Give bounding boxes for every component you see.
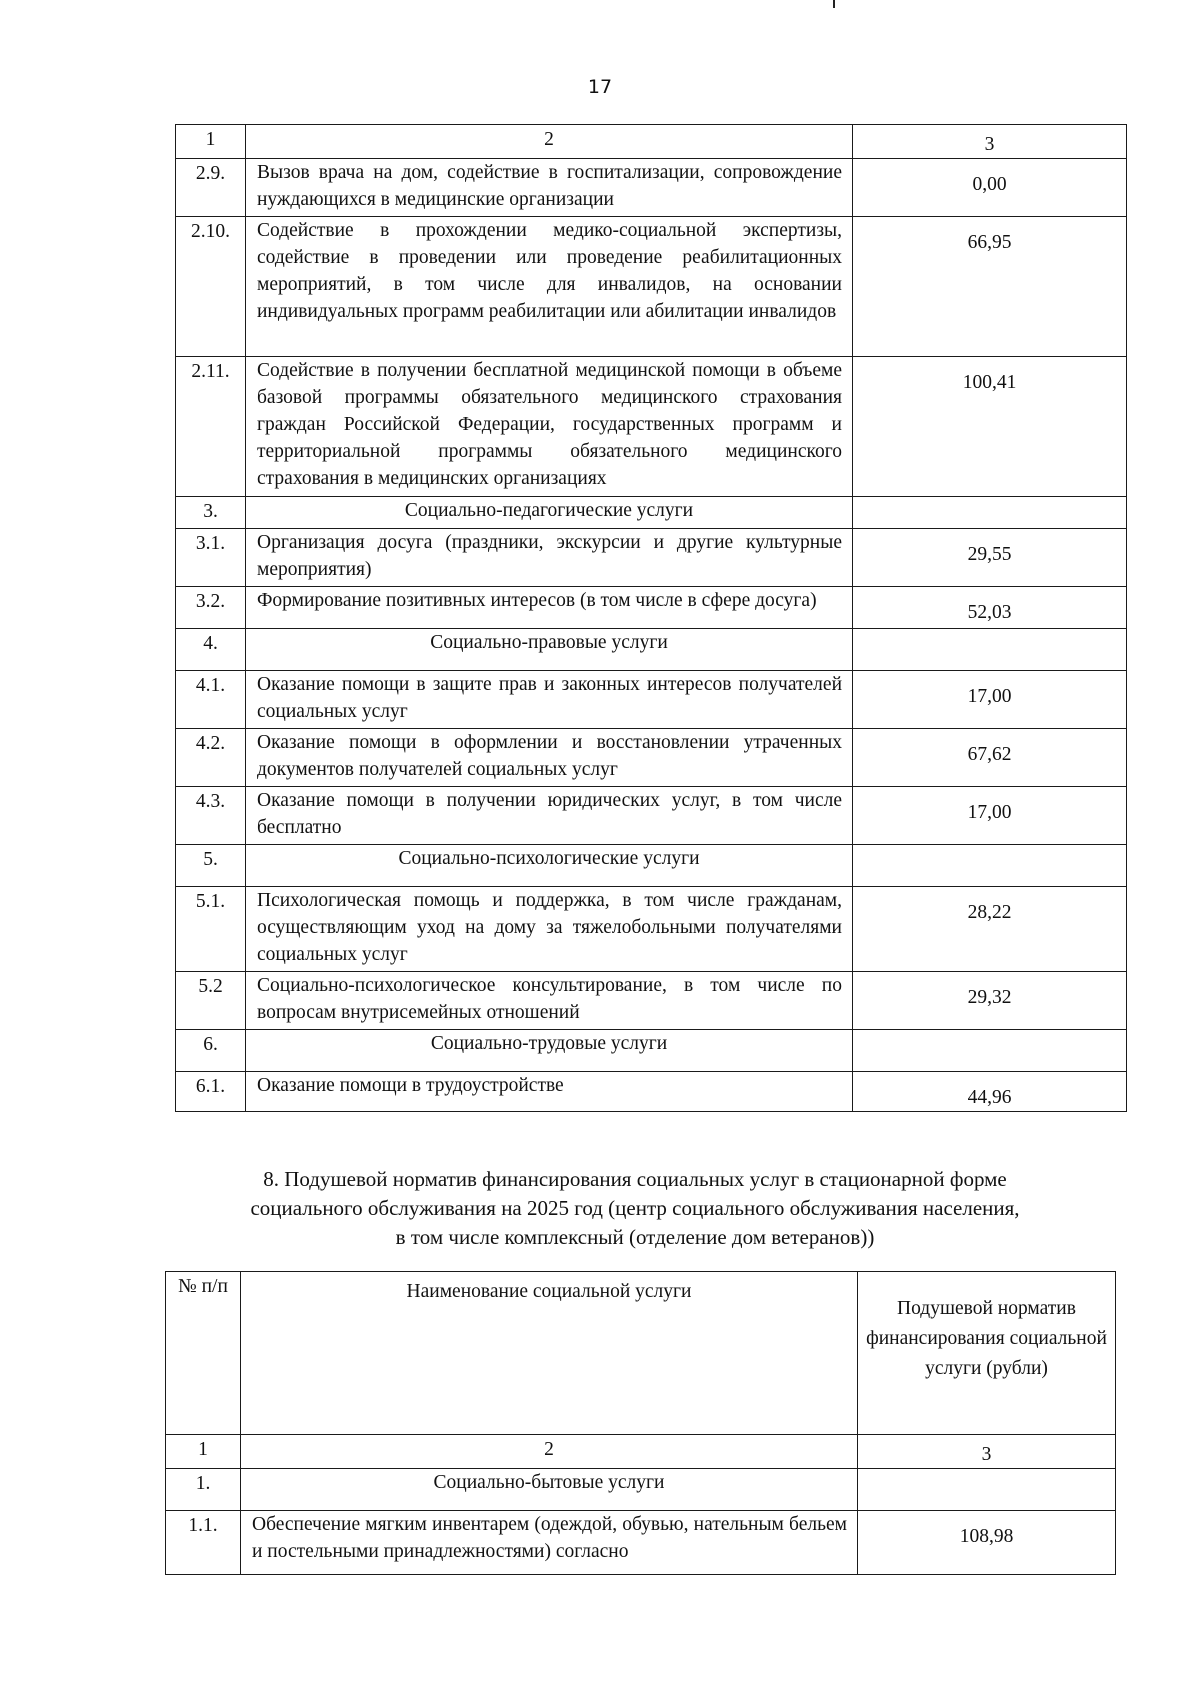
per-capita-value: 108,98 — [858, 1511, 1116, 1575]
section-title: Социально-трудовые услуги — [246, 1030, 853, 1072]
column-number-row — [166, 1435, 1116, 1469]
per-capita-value: 67,62 — [853, 729, 1127, 787]
row-number: 4.1. — [176, 671, 246, 729]
table-row — [176, 787, 1127, 845]
row-number: 4.3. — [176, 787, 246, 845]
row-number: 1.1. — [166, 1511, 241, 1575]
service-name: Оказание помощи в оформлении и восстановлении утраченных документов получателей социальных услуг — [246, 729, 853, 787]
table-row — [176, 159, 1127, 217]
per-capita-value — [853, 1030, 1127, 1072]
table-row — [176, 972, 1127, 1030]
caption-line: в том числе комплексный (отделение дом ветеранов)) — [395, 1225, 875, 1249]
column-number-3: 3 — [853, 125, 1127, 159]
row-number: 5.2 — [176, 972, 246, 1030]
per-capita-value — [858, 1469, 1116, 1511]
head-number: № п/п — [166, 1272, 241, 1435]
scan-mark — [833, 0, 835, 8]
service-name: Оказание помощи в трудоустройстве — [246, 1072, 853, 1112]
section-title: Социально-педагогические услуги — [246, 497, 853, 529]
table-head-row — [166, 1272, 1116, 1435]
section-title: Социально-бытовые услуги — [241, 1469, 858, 1511]
service-name: Содействие в прохождении медико-социальной экспертизы, содействие в проведении или проведение реабилитационных мероприятий, в том числе для инвалидов, на основании индивидуальных программ реабилитации или абилитации инвалидов — [246, 217, 853, 357]
section-title: Социально-правовые услуги — [246, 629, 853, 671]
row-number: 6. — [176, 1030, 246, 1072]
table-row — [176, 217, 1127, 357]
head-per-capita-norm: Подушевой норматив финансирования социальной услуги (рубли) — [858, 1272, 1116, 1435]
service-name: Обеспечение мягким инвентарем (одеждой, обувью, нательным бельем и постельными принадлежностями) согласно — [241, 1511, 858, 1575]
table-row — [176, 587, 1127, 629]
column-number-row — [176, 125, 1127, 159]
column-number-2: 2 — [241, 1435, 858, 1469]
per-capita-value: 17,00 — [853, 787, 1127, 845]
per-capita-value: 0,00 — [853, 159, 1127, 217]
column-number-3: 3 — [858, 1435, 1116, 1469]
row-number: 1. — [166, 1469, 241, 1511]
row-number: 4. — [176, 629, 246, 671]
per-capita-value: 66,95 — [853, 217, 1127, 357]
row-number: 3. — [176, 497, 246, 529]
service-name: Организация досуга (праздники, экскурсии и другие культурные мероприятия) — [246, 529, 853, 587]
service-name: Социально-психологическое консультирование, в том числе по вопросам внутрисемейных отношений — [246, 972, 853, 1030]
service-name: Формирование позитивных интересов (в том числе в сфере досуга) — [246, 587, 853, 629]
table-row — [176, 887, 1127, 972]
head-service-name: Наименование социальной услуги — [241, 1272, 858, 1435]
per-capita-value: 52,03 — [853, 587, 1127, 629]
per-capita-value: 29,55 — [853, 529, 1127, 587]
service-name: Оказание помощи в получении юридических услуг, в том числе бесплатно — [246, 787, 853, 845]
table-row — [176, 529, 1127, 587]
table-row — [176, 729, 1127, 787]
per-capita-value: 44,96 — [853, 1072, 1127, 1112]
row-number: 4.2. — [176, 729, 246, 787]
services-table-body — [176, 125, 1127, 1112]
per-capita-value: 28,22 — [853, 887, 1127, 972]
caption-line: 8. Подушевой норматив финансирования социальных услуг в стационарной форме — [263, 1167, 1007, 1191]
service-name: Психологическая помощь и поддержка, в том числе гражданам, осуществляющим уход на дому за тяжелобольными получателями социальных услуг — [246, 887, 853, 972]
row-number: 2.11. — [176, 357, 246, 497]
section-title: Социально-психологические услуги — [246, 845, 853, 887]
section-8-caption — [180, 1165, 1090, 1252]
per-capita-value — [853, 629, 1127, 671]
per-capita-value — [853, 845, 1127, 887]
section-row — [176, 629, 1127, 671]
row-number: 2.10. — [176, 217, 246, 357]
service-name: Содействие в получении бесплатной медицинской помощи в объеме базовой программы обязательного медицинского страхования граждан Российской Федерации, государственных программ и территориальной программы обязательного медицинского страхования в медицинских организациях — [246, 357, 853, 497]
section-row — [176, 497, 1127, 529]
service-name: Вызов врача на дом, содействие в госпитализации, сопровождение нуждающихся в медицинские организации — [246, 159, 853, 217]
table-row — [176, 671, 1127, 729]
row-number: 5.1. — [176, 887, 246, 972]
section-row — [176, 845, 1127, 887]
column-number-2: 2 — [246, 125, 853, 159]
row-number: 2.9. — [176, 159, 246, 217]
row-number: 5. — [176, 845, 246, 887]
section-row — [176, 1030, 1127, 1072]
table-row — [166, 1511, 1116, 1575]
inpatient-services-table — [165, 1271, 1116, 1575]
per-capita-value: 29,32 — [853, 972, 1127, 1030]
per-capita-value: 17,00 — [853, 671, 1127, 729]
column-number-1: 1 — [176, 125, 246, 159]
inpatient-table-body — [166, 1272, 1116, 1575]
services-table-continued — [175, 124, 1127, 1112]
service-name: Оказание помощи в защите прав и законных интересов получателей социальных услуг — [246, 671, 853, 729]
row-number: 6.1. — [176, 1072, 246, 1112]
column-number-1: 1 — [166, 1435, 241, 1469]
table-row — [176, 1072, 1127, 1112]
row-number: 3.2. — [176, 587, 246, 629]
per-capita-value: 100,41 — [853, 357, 1127, 497]
per-capita-value — [853, 497, 1127, 529]
caption-line: социального обслуживания на 2025 год (центр социального обслуживания населения, — [250, 1196, 1020, 1220]
page-number: 17 — [587, 76, 613, 98]
row-number: 3.1. — [176, 529, 246, 587]
section-row — [166, 1469, 1116, 1511]
table-row — [176, 357, 1127, 497]
